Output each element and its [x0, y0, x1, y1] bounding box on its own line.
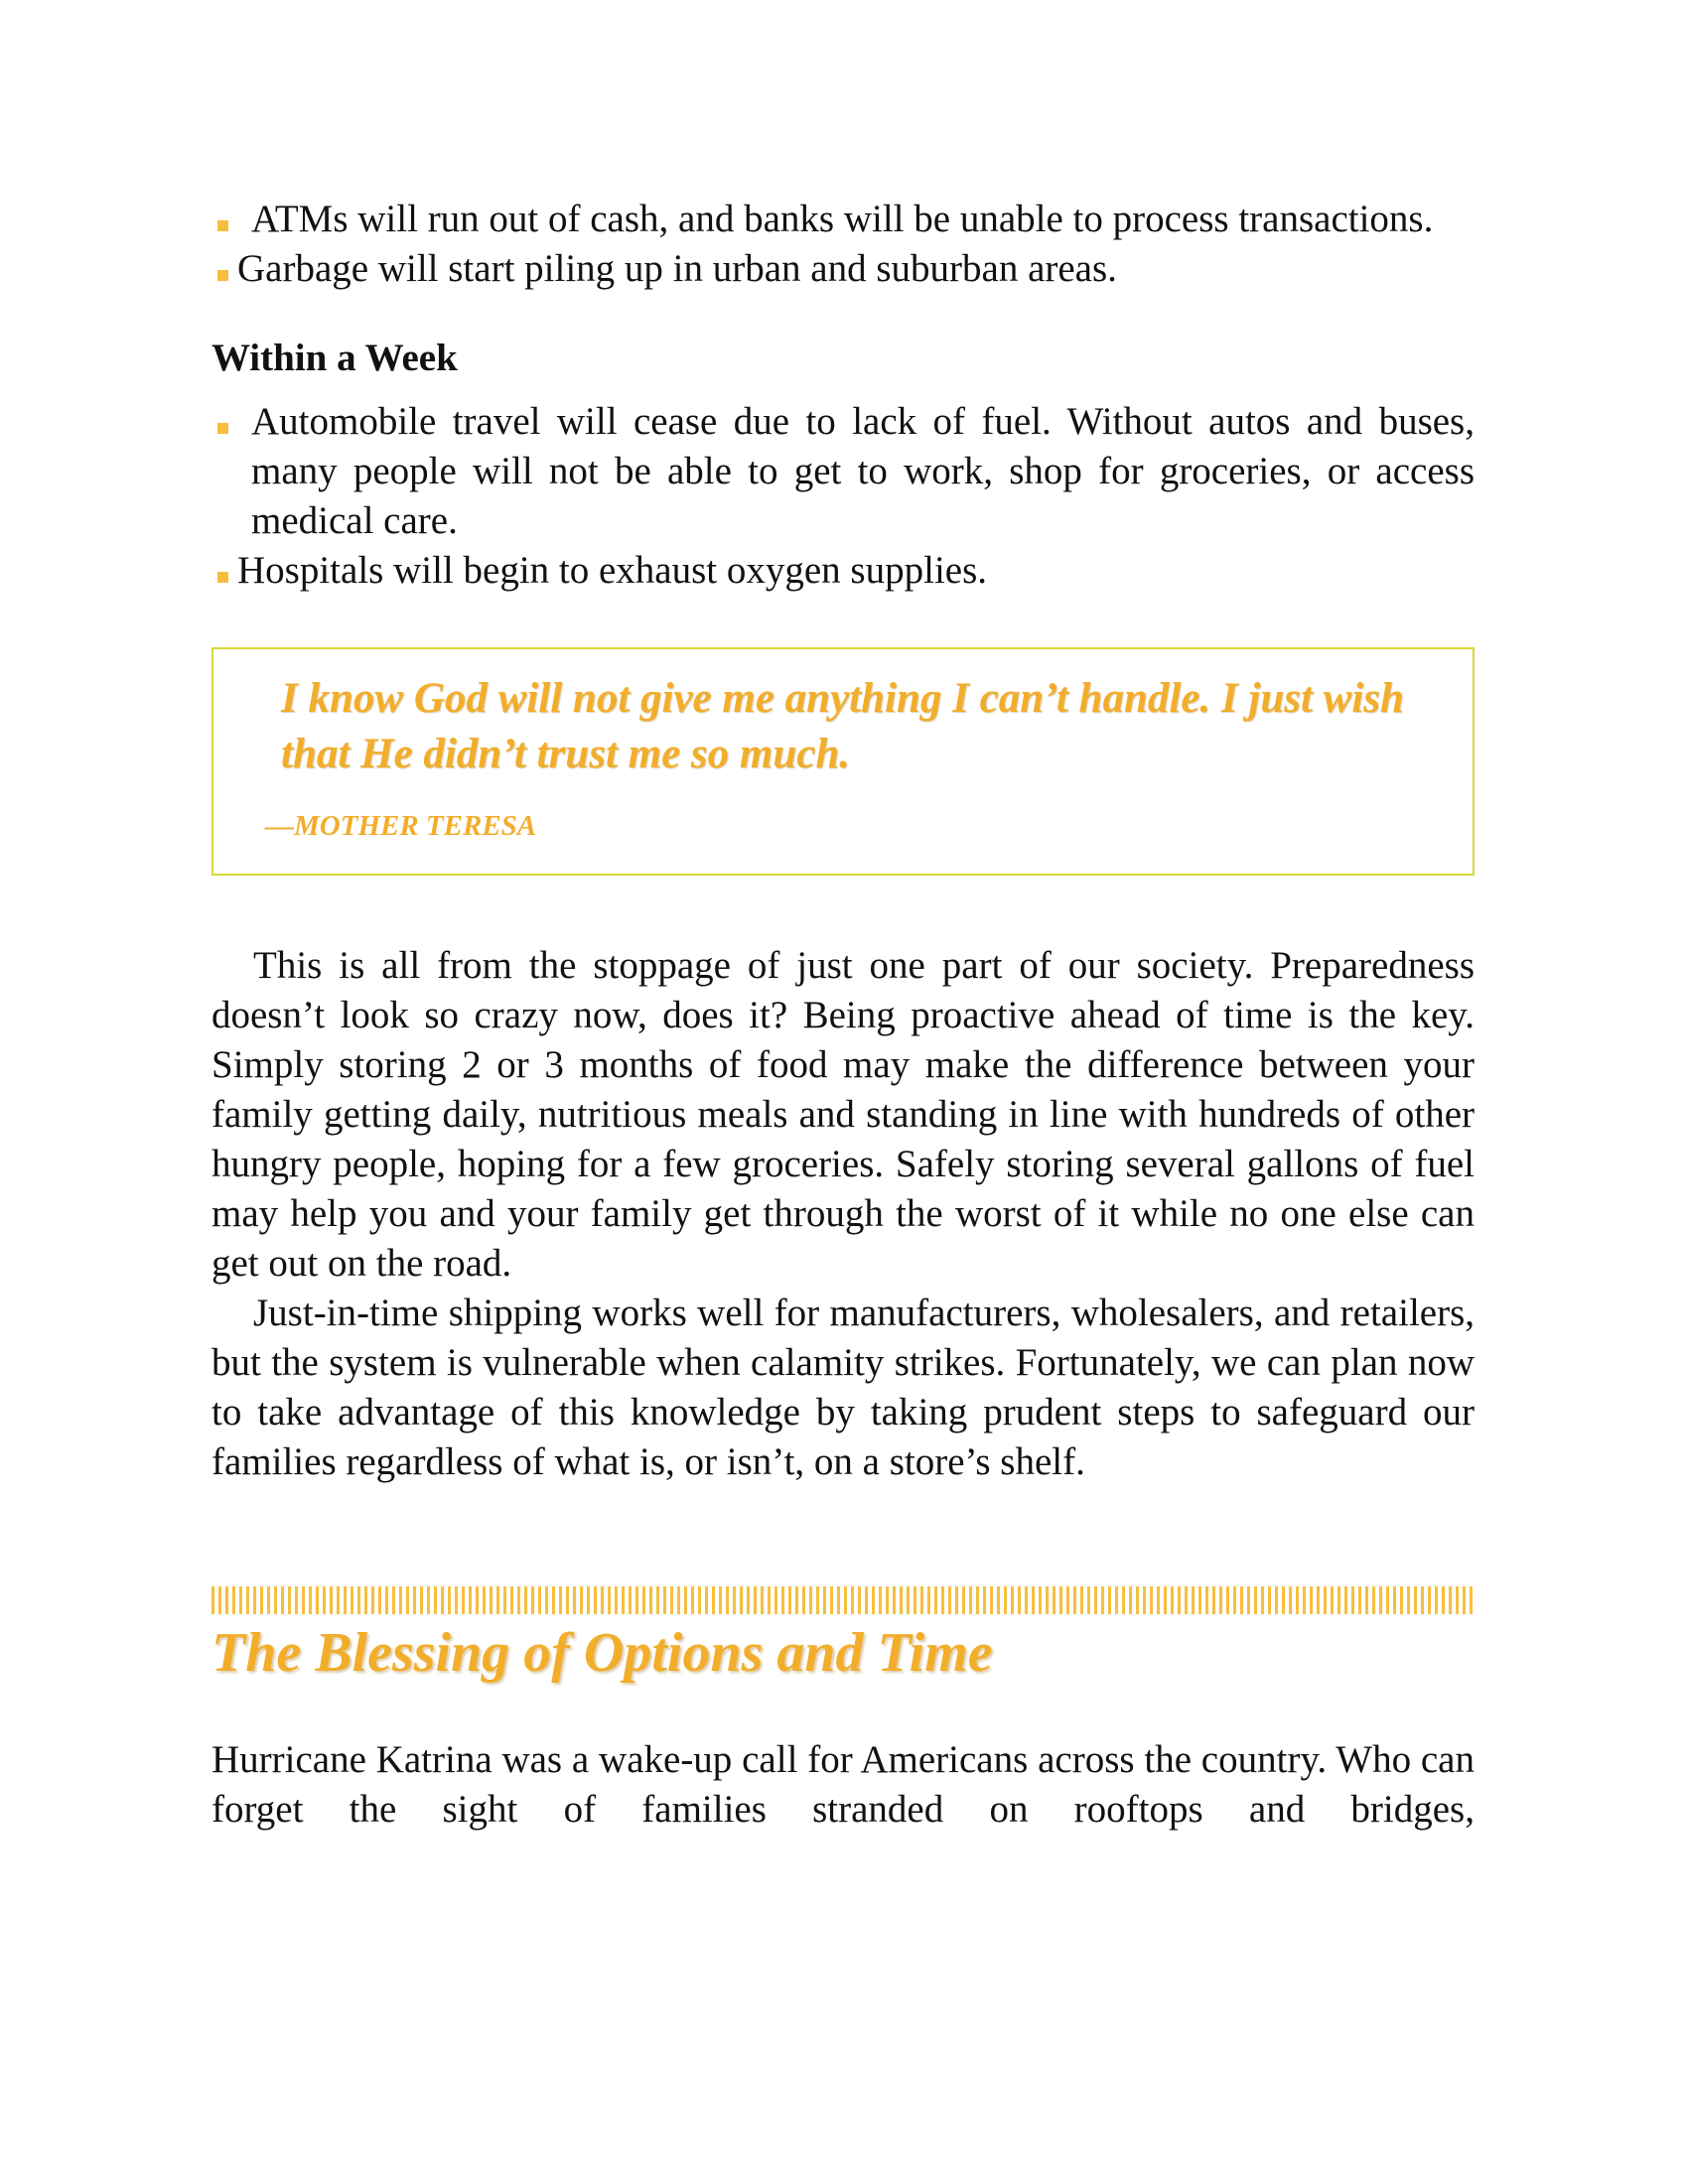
quote-attribution: —MOTHER TERESA	[265, 810, 537, 842]
body-paragraph: This is all from the stoppage of just one part of our society. Preparedness doesn’t look so crazy now, does it? Being proactive ahead of time is the key. Simply storing 2 or 3 months of food may make the difference between your family getting daily, nutritious meals and standing in line with hundreds of other hungry people, hoping for a few groceries. Safely storing several gallons of fuel may help you and your family get through the worst of it while no one else can get out on the road.	[211, 944, 1475, 1285]
bullet-text: Automobile travel will cease due to lack of fuel. Without autos and buses, many people will not be able to get to work, shop for groceries, or access medical care.	[251, 400, 1475, 542]
list-item	[211, 195, 1475, 244]
week-bullet-list	[211, 397, 1475, 596]
bullet-text: ATMs will run out of cash, and banks will be unable to process transactions.	[251, 198, 1434, 240]
square-bullet-icon	[217, 220, 228, 231]
square-bullet-icon	[217, 270, 228, 281]
quote-box	[211, 647, 1475, 876]
body-paragraph: Just-in-time shipping works well for manufacturers, wholesalers, and retailers, but the system is vulnerable when calamity strikes. Fortunately, we can plan now to take advantage of this knowledge by taking prudent steps to safeguard our families regardless of what is, or isn’t, on a store’s shelf.	[211, 1292, 1475, 1483]
section-heading: Within a Week	[211, 337, 458, 379]
square-bullet-icon	[217, 423, 228, 434]
quote-text: I know God will not give me anything I can’t handle. I just wish that He didn’t trust me so much.	[281, 675, 1404, 777]
section-title: The Blessing of Options and Time	[211, 1622, 993, 1684]
list-item	[211, 546, 1475, 596]
bullet-text: Garbage will start piling up in urban and suburban areas.	[237, 247, 1117, 290]
list-item	[211, 397, 1475, 546]
bullet-text: Hospitals will begin to exhaust oxygen supplies.	[237, 549, 988, 592]
top-bullet-list	[211, 195, 1475, 294]
page-content	[211, 195, 1475, 1835]
section-divider	[211, 1586, 1475, 1614]
list-item	[211, 244, 1475, 294]
square-bullet-icon	[217, 572, 228, 583]
body-paragraph: Hurricane Katrina was a wake-up call for Americans across the country. Who can forget the sight of families stranded on rooftops and bridges,	[211, 1738, 1475, 1831]
